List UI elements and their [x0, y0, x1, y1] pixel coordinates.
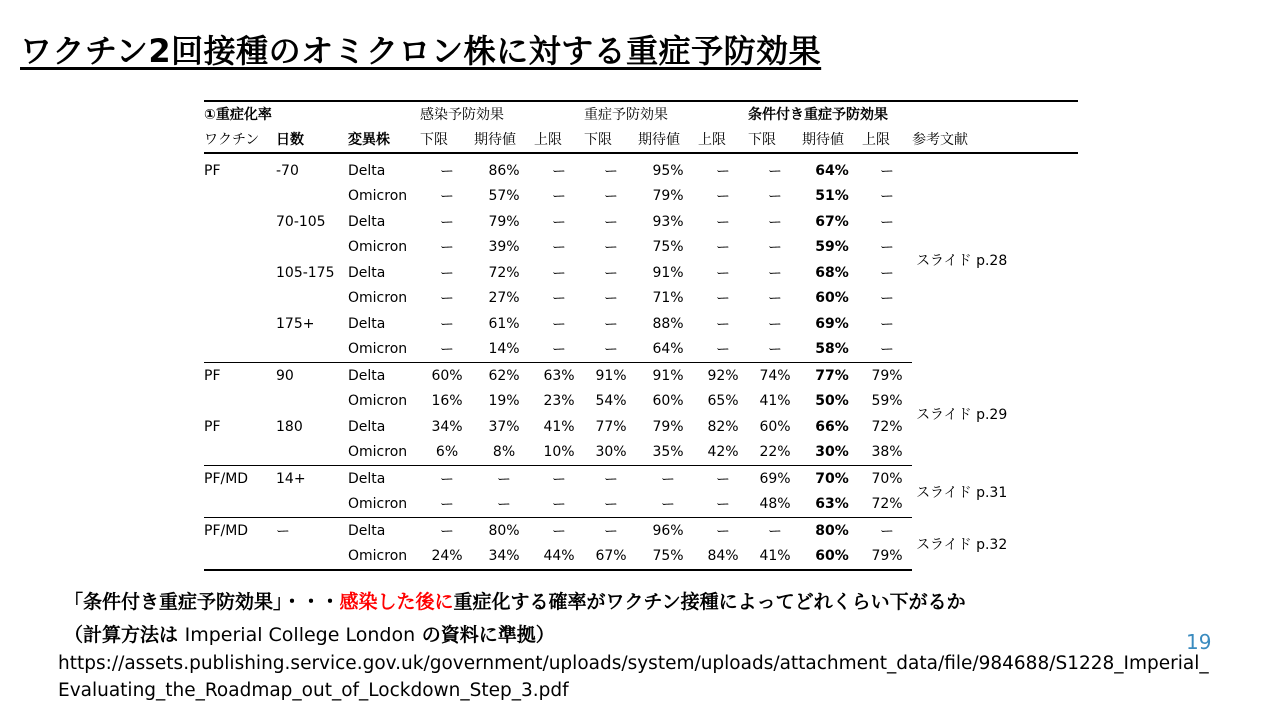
table-cell: 24%: [420, 544, 474, 571]
table-cell: ー: [862, 337, 912, 363]
table-cell: 93%: [652, 213, 684, 230]
table-cell: 48%: [748, 492, 802, 518]
source-url-line-2[interactable]: Evaluating_the_Roadmap_out_of_Lockdown_Step_3.pdf: [58, 680, 569, 701]
col-cond-lower: 下限: [748, 126, 802, 153]
table-cell: ー: [440, 163, 455, 180]
table-cell: 86%: [488, 162, 520, 179]
table-cell: 60%: [815, 290, 849, 307]
table-cell: PF/MD: [204, 470, 249, 487]
table-cell: 41%: [748, 544, 802, 571]
table-cell: 175+: [276, 315, 315, 332]
table-cell: ー: [440, 214, 455, 231]
note-part-2-highlight: 感染した後に: [339, 591, 454, 613]
table-cell: [276, 492, 348, 518]
table-cell: [204, 544, 276, 571]
table-cell: 50%: [815, 393, 849, 410]
table-cell: 39%: [488, 239, 520, 256]
col-severe-lower: 下限: [584, 126, 638, 153]
table-cell: 88%: [652, 315, 684, 332]
note-line2-a: （計算方法は: [64, 624, 185, 646]
table-cell: Delta: [348, 367, 386, 384]
table-cell: ー: [880, 214, 895, 231]
table-cell: ー: [497, 471, 512, 488]
table-cell: 82%: [707, 418, 739, 435]
table-row: [204, 466, 1078, 492]
table-cell: ー: [880, 265, 895, 282]
col-reference: 参考文献: [912, 126, 1078, 153]
table-cell: 96%: [652, 522, 684, 539]
table-cell: Delta: [348, 213, 386, 230]
table-cell: 69%: [759, 470, 791, 487]
table-row: [204, 363, 1078, 389]
table-cell: ー: [276, 523, 290, 540]
table-row: [204, 518, 1078, 544]
table-cell: ー: [604, 189, 619, 206]
table-cell: 38%: [862, 440, 912, 466]
table-cell: ー: [716, 214, 731, 231]
table-cell: 95%: [652, 162, 684, 179]
table-cell: [276, 235, 348, 261]
note-line-1: [64, 587, 966, 614]
table-cell: 75%: [638, 544, 698, 571]
conditional-header: 条件付き重症予防効果: [748, 101, 912, 126]
table-cell: 69%: [815, 315, 849, 332]
col-infection-lower: 下限: [420, 126, 474, 153]
efficacy-table: [204, 100, 1078, 571]
table-cell: 90: [276, 367, 294, 384]
table-cell: 79%: [862, 544, 912, 571]
table-cell: ー: [440, 189, 455, 206]
table-cell: [276, 184, 348, 210]
table-cell: Delta: [348, 315, 386, 332]
table-cell: 71%: [652, 290, 684, 307]
table-cell: ー: [638, 492, 698, 518]
table-cell: ー: [604, 214, 619, 231]
table-cell: ー: [552, 214, 567, 231]
table-cell: ー: [698, 337, 748, 363]
table-cell: 59%: [871, 393, 903, 410]
note-part-3: 重症化する確率がワクチン接種によってどれくらい下がるか: [453, 591, 966, 613]
table-cell: 91%: [652, 367, 684, 384]
table-cell: Delta: [348, 162, 386, 179]
col-infection-expected: 期待値: [474, 126, 534, 153]
table-cell: -70: [276, 162, 299, 179]
table-cell: ー: [552, 471, 567, 488]
table-cell: ー: [552, 240, 567, 257]
table-cell: ー: [552, 291, 567, 308]
table-cell: [204, 311, 276, 337]
table-cell: [276, 389, 348, 415]
table-cell: 92%: [707, 367, 739, 384]
table-cell: 27%: [488, 290, 520, 307]
efficacy-table-container: [204, 100, 1078, 571]
table-cell: 67%: [815, 213, 849, 230]
table-cell: ー: [440, 316, 455, 333]
table-cell: 41%: [543, 418, 575, 435]
table-cell: Omicron: [348, 188, 408, 205]
table-cell: ー: [604, 163, 619, 180]
table-cell: 63%: [543, 367, 575, 384]
table-cell: 62%: [488, 367, 520, 384]
table-cell: ー: [534, 337, 584, 363]
table-cell: ー: [440, 523, 455, 540]
table-cell: 70%: [871, 470, 903, 487]
table-cell: ー: [716, 163, 731, 180]
table-cell: 77%: [815, 367, 849, 384]
table-cell: ー: [552, 265, 567, 282]
table-cell: 10%: [534, 440, 584, 466]
section-label: ①重症化率: [204, 101, 420, 126]
table-cell: 80%: [815, 522, 849, 539]
table-cell: [204, 286, 276, 312]
table-cell: 58%: [802, 337, 862, 363]
table-cell: 37%: [488, 418, 520, 435]
table-cell: PF: [204, 367, 221, 384]
table-cell: 35%: [638, 440, 698, 466]
table-cell: ー: [604, 523, 619, 540]
table-cell: ー: [880, 189, 895, 206]
table-cell: Omicron: [348, 544, 420, 571]
table-cell: 34%: [431, 418, 463, 435]
table-cell: ー: [420, 492, 474, 518]
table-cell: ー: [768, 523, 783, 540]
table-cell: Delta: [348, 418, 386, 435]
table-cell: 180: [276, 418, 303, 435]
table-cell: ー: [584, 337, 638, 363]
col-infection-upper: 上限: [534, 126, 584, 153]
table-cell: 59%: [815, 239, 849, 256]
table-cell: 91%: [652, 264, 684, 281]
table-cell: 57%: [488, 188, 520, 205]
table-cell: 22%: [748, 440, 802, 466]
table-cell: [204, 184, 276, 210]
table-row: [204, 153, 1078, 184]
table-cell: 16%: [431, 393, 463, 410]
table-cell: 34%: [474, 544, 534, 571]
table-cell: 30%: [584, 440, 638, 466]
table-cell: [276, 440, 348, 466]
table-cell: 64%: [815, 162, 849, 179]
table-cell: [204, 440, 276, 466]
table-cell: Omicron: [348, 239, 408, 256]
table-cell: ー: [604, 316, 619, 333]
table-cell: 74%: [759, 367, 791, 384]
table-cell: 70%: [815, 470, 849, 487]
table-cell: ー: [552, 316, 567, 333]
table-cell: 66%: [815, 418, 849, 435]
table-cell: ー: [474, 492, 534, 518]
reference-cell: スライド p.31: [916, 484, 1008, 501]
table-cell: [204, 337, 276, 363]
table-cell: ー: [716, 291, 731, 308]
reference-cell: スライド p.29: [916, 407, 1008, 423]
table-cell: [276, 286, 348, 312]
table-cell: 77%: [595, 418, 627, 435]
table-cell: 30%: [802, 440, 862, 466]
table-cell: 79%: [652, 418, 684, 435]
table-cell: Delta: [348, 470, 386, 487]
table-cell: ー: [604, 291, 619, 308]
table-cell: 44%: [534, 544, 584, 571]
table-cell: 60%: [431, 367, 463, 384]
slide-title: ワクチン2回接種のオミクロン株に対する重症予防効果: [20, 32, 822, 70]
infection-header: 感染予防効果: [420, 101, 584, 126]
table-cell: ー: [748, 337, 802, 363]
table-cell: 19%: [488, 393, 520, 410]
table-cell: ー: [604, 265, 619, 282]
table-cell: ー: [880, 316, 895, 333]
table-cell: ー: [716, 265, 731, 282]
table-cell: 79%: [871, 367, 903, 384]
table-cell: [204, 235, 276, 261]
table-cell: 60%: [652, 393, 684, 410]
note-part-1: 「条件付き重症予防効果」・・・: [64, 591, 340, 613]
table-cell: PF/MD: [204, 522, 249, 539]
table-cell: ー: [552, 189, 567, 206]
table-cell: ー: [552, 163, 567, 180]
table-cell: 72%: [862, 492, 912, 518]
table-cell: [276, 544, 348, 571]
table-cell: 54%: [595, 393, 627, 410]
table-cell: Delta: [348, 264, 386, 281]
table-cell: ー: [768, 240, 783, 257]
table-cell: ー: [440, 291, 455, 308]
table-cell: ー: [420, 337, 474, 363]
table-cell: 75%: [652, 239, 684, 256]
table-cell: 8%: [474, 440, 534, 466]
table-cell: ー: [716, 189, 731, 206]
table-cell: ー: [440, 265, 455, 282]
table-cell: ー: [552, 523, 567, 540]
table-cell: 72%: [871, 418, 903, 435]
table-cell: 42%: [698, 440, 748, 466]
col-severe-expected: 期待値: [638, 126, 698, 153]
col-variant: 変異株: [348, 126, 420, 153]
table-cell: ー: [716, 240, 731, 257]
table-cell: 70-105: [276, 213, 326, 230]
table-cell: [276, 337, 348, 363]
table-cell: ー: [716, 471, 731, 488]
table-cell: PF: [204, 418, 221, 435]
table-cell: 68%: [815, 264, 849, 281]
table-cell: 41%: [759, 393, 791, 410]
table-cell: ー: [768, 316, 783, 333]
table-cell: ー: [440, 471, 455, 488]
table-cell: ー: [661, 471, 676, 488]
table-cell: Omicron: [348, 492, 420, 518]
note-line-2: [64, 620, 555, 647]
col-days: 日数: [276, 126, 348, 153]
table-cell: ー: [768, 189, 783, 206]
table-cell: 80%: [488, 522, 520, 539]
source-url-line-1[interactable]: https://assets.publishing.service.gov.uk/government/uploads/system/uploads/attachment_data/file/984688/S1228_Imperial_: [58, 653, 1209, 674]
table-cell: ー: [716, 316, 731, 333]
table-cell: ー: [604, 240, 619, 257]
table-cell: Omicron: [348, 393, 408, 410]
table-cell: 67%: [584, 544, 638, 571]
table-cell: 61%: [488, 315, 520, 332]
table-cell: ー: [768, 214, 783, 231]
table-cell: 79%: [488, 213, 520, 230]
table-cell: 6%: [420, 440, 474, 466]
reference-cell: スライド p.28: [916, 253, 1008, 270]
table-cell: ー: [880, 163, 895, 180]
severe-header: 重症予防効果: [584, 101, 748, 126]
table-cell: Omicron: [348, 440, 420, 466]
table-cell: 51%: [815, 188, 849, 205]
table-cell: ー: [768, 163, 783, 180]
page-number: 19: [1186, 630, 1212, 654]
table-cell: ー: [534, 492, 584, 518]
table-cell: ー: [880, 291, 895, 308]
source-url[interactable]: [58, 650, 1258, 704]
table-cell: [204, 389, 276, 415]
table-cell: PF: [204, 162, 221, 179]
col-severe-upper: 上限: [698, 126, 748, 153]
col-vaccine: ワクチン: [204, 126, 276, 153]
note-line2-c: の資料に準拠）: [415, 624, 555, 646]
col-cond-upper: 上限: [862, 126, 912, 153]
table-cell: 84%: [698, 544, 748, 571]
table-cell: 64%: [638, 337, 698, 363]
table-cell: 63%: [802, 492, 862, 518]
note-line2-b: Imperial College London: [184, 624, 416, 646]
col-cond-expected: 期待値: [802, 126, 862, 153]
table-cell: ー: [440, 240, 455, 257]
table-cell: 105-175: [276, 264, 335, 281]
table-cell: [204, 260, 276, 286]
table-cell: ー: [604, 471, 619, 488]
table-cell: 91%: [595, 367, 627, 384]
table-cell: 23%: [543, 393, 575, 410]
table-cell: ー: [768, 291, 783, 308]
table-cell: 60%: [802, 544, 862, 571]
table-cell: 60%: [759, 418, 791, 435]
table-cell: Omicron: [348, 290, 408, 307]
table-cell: 79%: [652, 188, 684, 205]
table-cell: Delta: [348, 522, 386, 539]
table-header-columns: [204, 126, 1078, 153]
table-cell: 14+: [276, 470, 306, 487]
reference-cell: スライド p.32: [916, 536, 1008, 553]
table-cell: 14%: [474, 337, 534, 363]
table-cell: ー: [768, 265, 783, 282]
table-header-groups: [204, 101, 1078, 126]
table-cell: 65%: [707, 393, 739, 410]
table-cell: ー: [880, 240, 895, 257]
table-cell: [204, 492, 276, 518]
table-cell: 72%: [488, 264, 520, 281]
table-cell: ー: [698, 492, 748, 518]
table-cell: ー: [584, 492, 638, 518]
table-cell: ー: [716, 523, 731, 540]
table-cell: ー: [880, 523, 895, 540]
table-cell: [204, 209, 276, 235]
table-cell: Omicron: [348, 337, 420, 363]
